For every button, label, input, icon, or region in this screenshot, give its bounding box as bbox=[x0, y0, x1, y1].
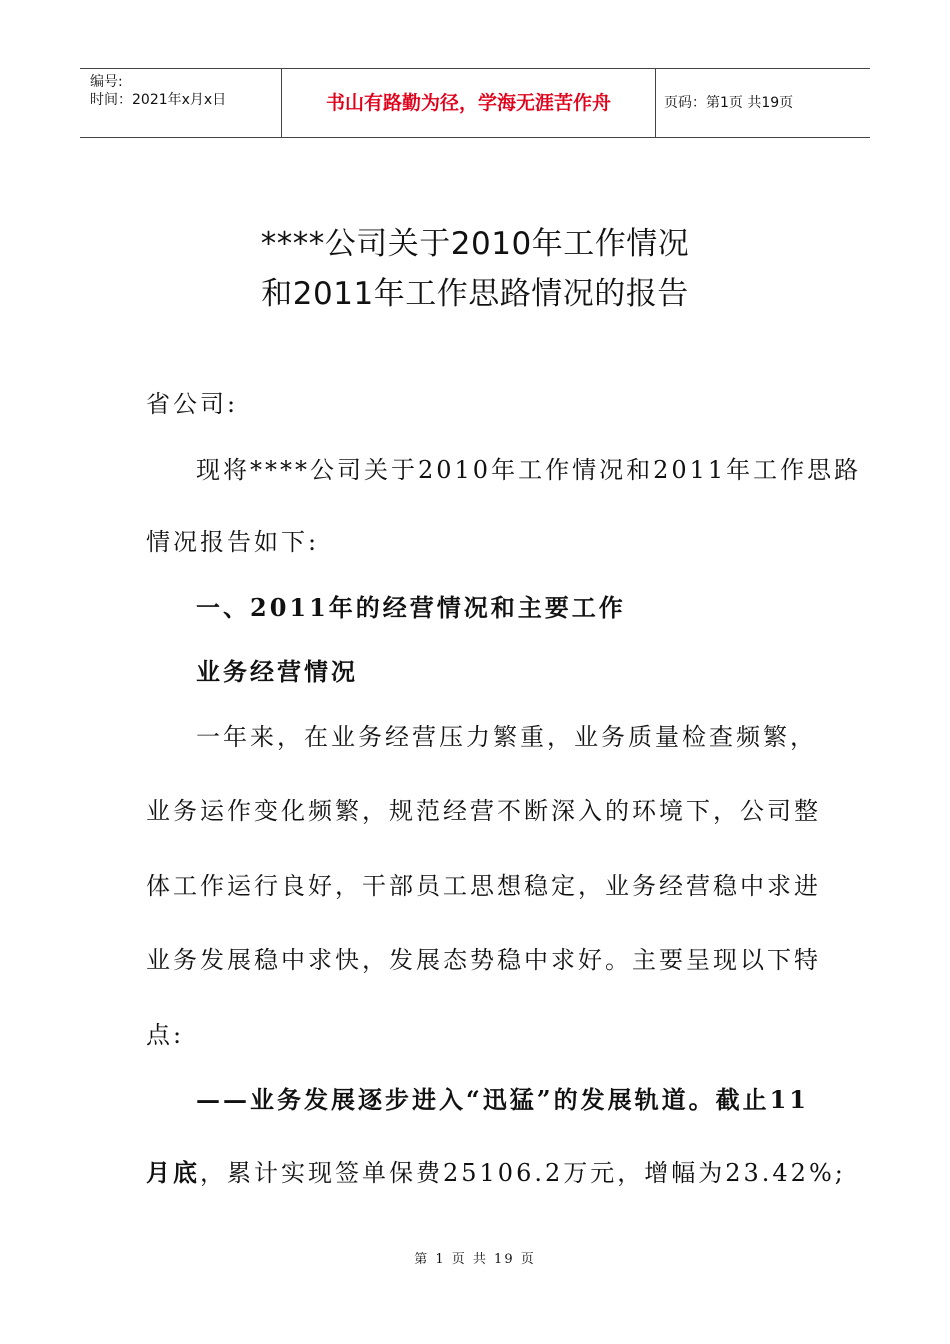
header-meta-cell bbox=[80, 69, 282, 137]
report-title-line-2: 和2011年工作思路情况的报告 bbox=[261, 276, 689, 312]
header-page-info: 页码：第1页 共19页 bbox=[664, 95, 794, 111]
number-label: 编号: bbox=[90, 74, 123, 90]
paragraph-line-1: 一年来，在业务经营压力繁重，业务质量检查频繁， bbox=[196, 723, 817, 751]
intro-line-1: 现将****公司关于2010年工作情况和2011年工作思路 bbox=[196, 456, 862, 484]
date-label: 时间：2021年x月x日 bbox=[90, 92, 227, 108]
page-footer: 第 1 页 共 19 页 bbox=[414, 1252, 536, 1267]
salutation: 省公司: bbox=[146, 390, 239, 418]
subsection-heading: 业务经营情况 bbox=[196, 657, 358, 686]
report-title-line-1: ****公司关于2010年工作情况 bbox=[260, 226, 690, 262]
paragraph-line-5: 点: bbox=[146, 1021, 185, 1049]
point-line-2 bbox=[146, 1153, 846, 1188]
document-header bbox=[80, 68, 870, 138]
paragraph-line-3: 体工作运行良好，干部员工思想稳定，业务经营稳中求进 bbox=[146, 872, 821, 900]
point-line-1: ——业务发展逐步进入“迅猛”的发展轨道。截止11 bbox=[196, 1085, 810, 1114]
paragraph-line-2: 业务运作变化频繁，规范经营不断深入的环境下，公司整 bbox=[146, 797, 821, 825]
point-line-2-bold: 月底 bbox=[146, 1158, 200, 1187]
point-line-2-rest: ，累计实现签单保费25106.2万元，增幅为23.42%; bbox=[200, 1159, 846, 1187]
paragraph-line-4: 业务发展稳中求快，发展态势稳中求好。主要呈现以下特 bbox=[146, 946, 821, 974]
header-motto: 书山有路勤为径，学海无涯苦作舟 bbox=[282, 69, 656, 137]
intro-line-2: 情况报告如下: bbox=[146, 528, 320, 556]
section-heading: 一、2011年的经营情况和主要工作 bbox=[196, 593, 626, 622]
